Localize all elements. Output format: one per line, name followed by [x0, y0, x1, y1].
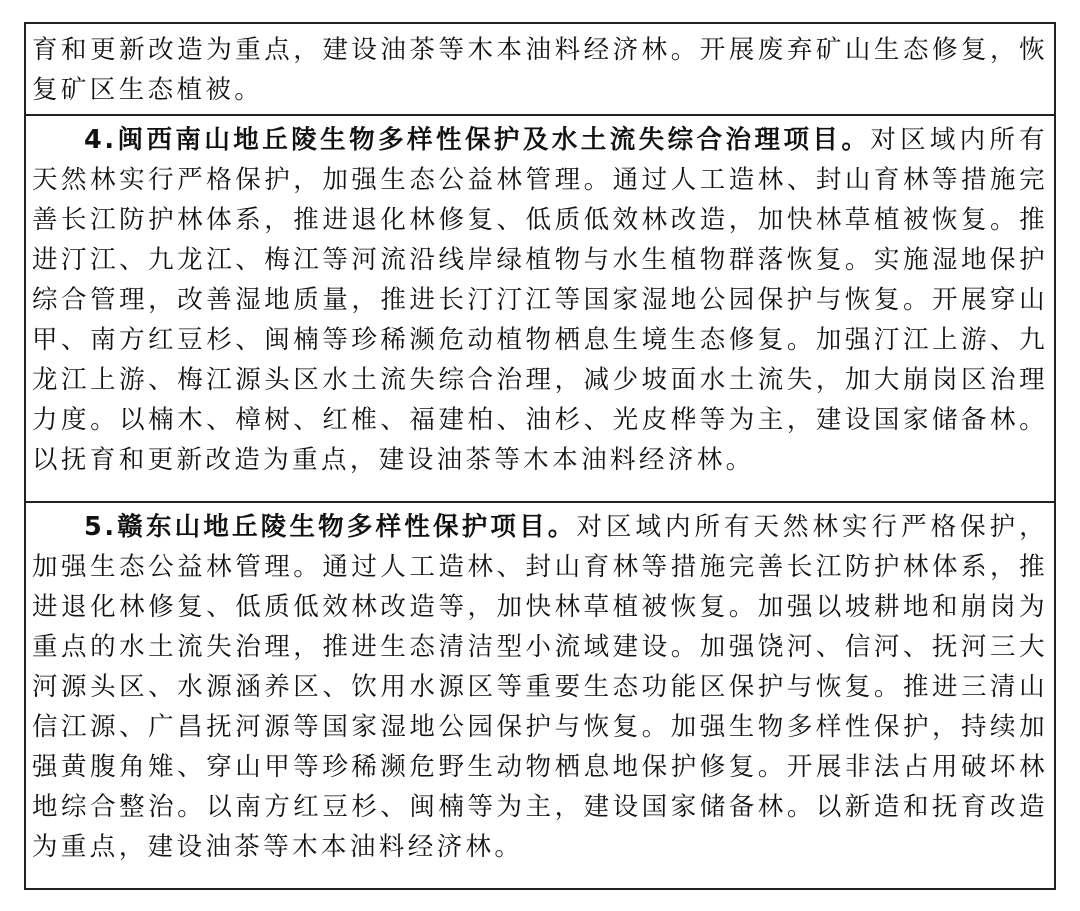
document-table	[24, 22, 1056, 890]
project-5-heading: 5.赣东山地丘陵生物多样性保护项目。	[84, 512, 577, 542]
table-cell-continuation	[26, 24, 1054, 114]
project-4-body: 对区域内所有天然林实行严格保护，加强生态公益林管理。通过人工造林、封山育林等措施完善长江防护林体系，推进退化林修复、低质低效林改造，加快林草植被恢复。推进汀江、九龙江、梅江等河流沿线岸绿植物与水生植物群落恢复。实施湿地保护综合管理，改善湿地质量，推进长汀汀江等国家湿地公园保护与恢复。开展穿山甲、南方红豆杉、闽楠等珍稀濒危动植物栖息生境生态修复。加强汀江上游、九龙江上游、梅江源头区水土流失综合治理，减少坡面水土流失，加大崩岗区治理力度。以楠木、樟树、红椎、福建柏、油杉、光皮桦等为主，建设国家储备林。以抚育和更新改造为重点，建设油茶等木本油料经济林。	[32, 125, 1049, 475]
table-cell-project-4	[26, 114, 1054, 501]
project-5-body: 对区域内所有天然林实行严格保护，加强生态公益林管理。通过人工造林、封山育林等措施完善长江防护林体系，推进退化林修复、低质低效林改造等，加快林草植被恢复。加强以坡耕地和崩岗为重点的水土流失治理，推进生态清洁型小流域建设。加强饶河、信河、抚河三大河源头区、水源涵养区、饮用水源区等重要生态功能区保护与恢复。推进三清山信江源、广昌抚河源等国家湿地公园保护与恢复。加强生物多样性保护，持续加强黄腹角雉、穿山甲等珍稀濒危野生动物栖息地保护修复。开展非法占用破坏林地综合整治。以南方红豆杉、闽楠等为主，建设国家储备林。以新造和抚育改造为重点，建设油茶等木本油料经济林。	[32, 512, 1048, 862]
project-4-heading: 4.闽西南山地丘陵生物多样性保护及水土流失综合治理项目。	[84, 125, 871, 155]
continuation-text: 育和更新改造为重点，建设油茶等木本油料经济林。开展废弃矿山生态修复，恢复矿区生态植被。	[32, 35, 1048, 105]
table-cell-project-5	[26, 501, 1054, 888]
